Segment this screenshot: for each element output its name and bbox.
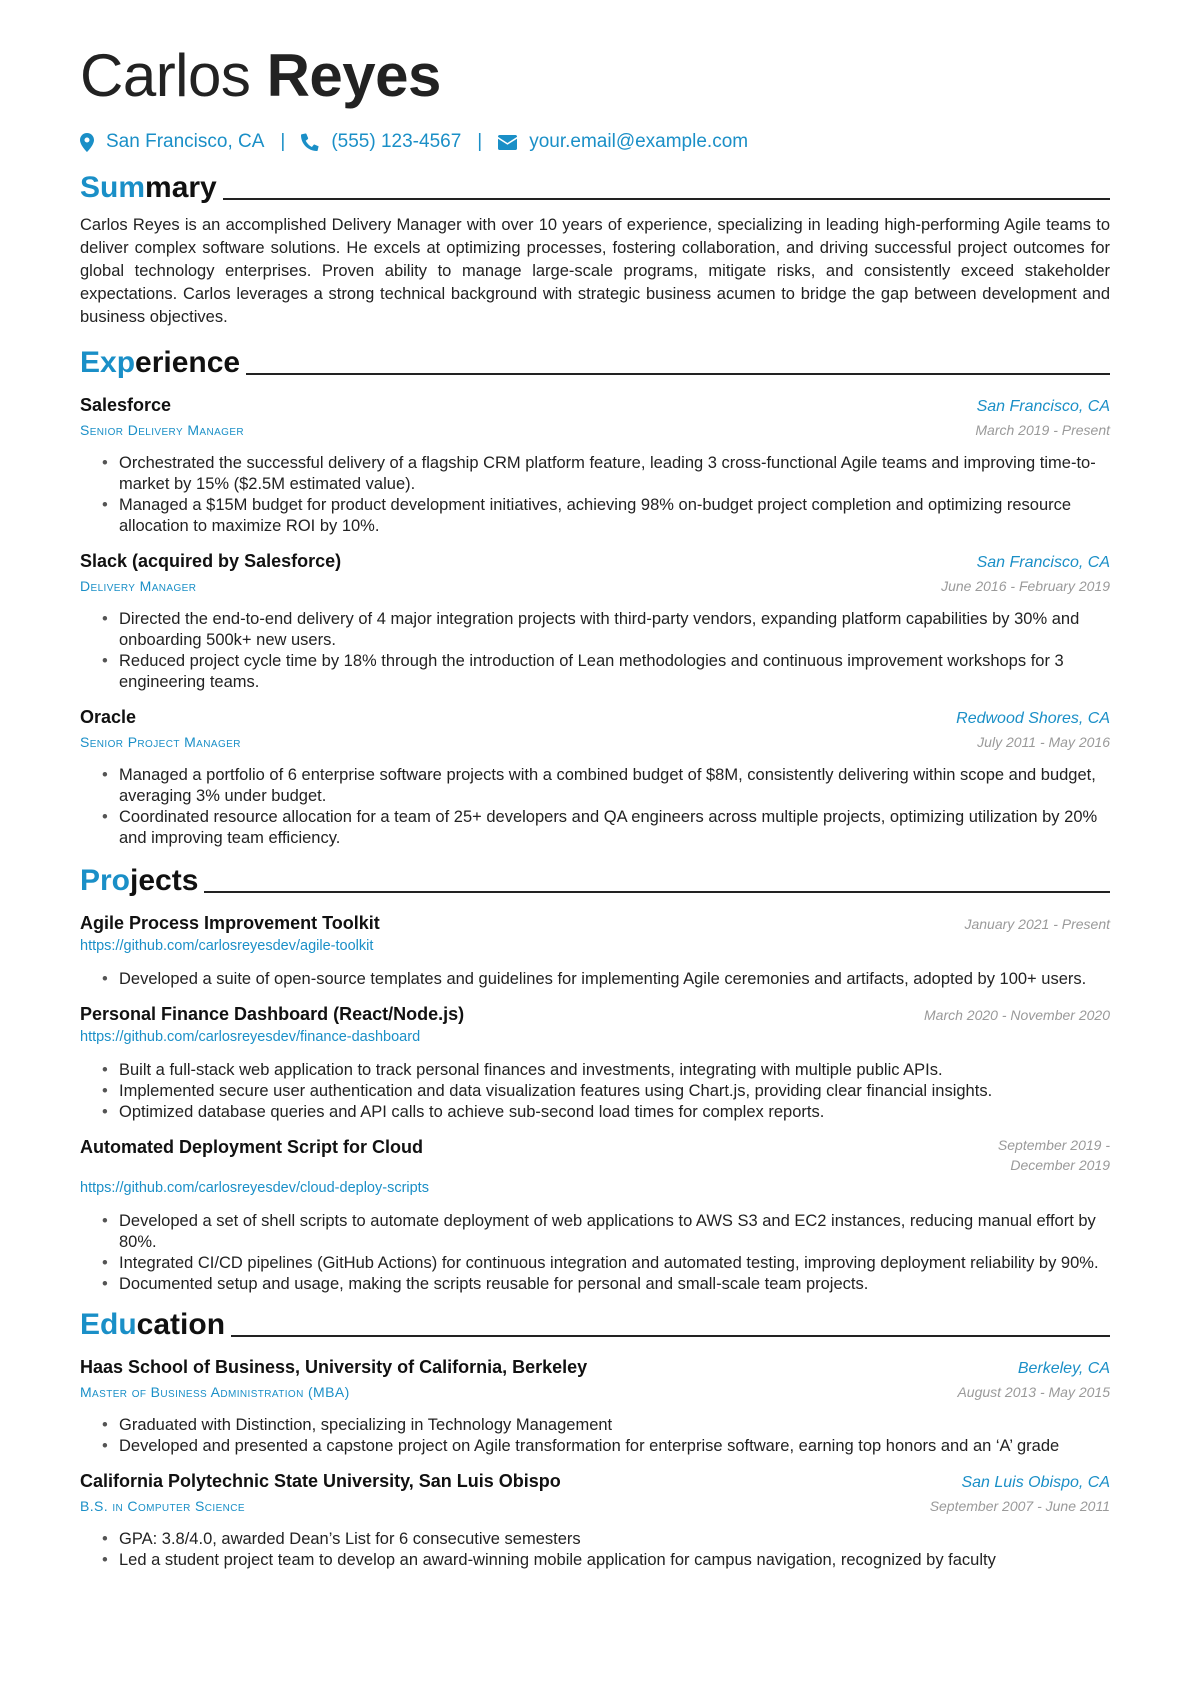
- job-entry: [80, 393, 1110, 537]
- projects-header: [80, 859, 1110, 899]
- project-name: Agile Process Improvement Toolkit: [80, 913, 380, 933]
- project-link[interactable]: https://github.com/carlosreyesdev/agile-toolkit: [80, 938, 374, 954]
- section-title: Summary: [80, 171, 217, 204]
- section-rule: [246, 373, 1110, 375]
- job-entry: [80, 705, 1110, 849]
- section-title: Education: [80, 1308, 226, 1341]
- project-bullets: [102, 1211, 1110, 1295]
- section-rule: [204, 891, 1110, 893]
- school-location: San Luis Obispo, CA: [961, 1474, 1110, 1491]
- section-rule: [231, 1335, 1110, 1337]
- project-bullets: [102, 1060, 1110, 1123]
- list-item: • Managed a portfolio of 6 enterprise software projects with a combined budget of $8M, consistently delivering within scope and budget, averaging 3% under budget.: [102, 765, 1110, 807]
- school-name: California Polytechnic State University, San Luis Obispo: [80, 1471, 561, 1491]
- education-entry: [80, 1355, 1110, 1457]
- project-entry: [80, 1002, 1110, 1123]
- job-location: San Francisco, CA: [976, 554, 1110, 571]
- map-pin-icon: [80, 133, 94, 152]
- job-location: San Francisco, CA: [976, 398, 1110, 415]
- phone-icon: [301, 133, 319, 151]
- list-item: • Orchestrated the successful delivery of a flagship CRM platform feature, leading 3 cross-functional Agile teams and improving time-to-market by 15% ($2.5M estimated value).: [102, 453, 1110, 495]
- location-text: San Francisco, CA: [106, 131, 265, 152]
- list-item: • Developed a set of shell scripts to automate deployment of web applications to AWS S3 and EC2 instances, reducing manual effort by 80%.: [102, 1211, 1110, 1253]
- contact-bar: [80, 128, 1110, 156]
- last-name: Reyes: [266, 42, 441, 109]
- job-dates: June 2016 - February 2019: [941, 578, 1110, 594]
- project-dates: March 2020 - November 2020: [924, 1007, 1110, 1023]
- name-heading: [80, 40, 1110, 112]
- summary-text: Carlos Reyes is an accomplished Delivery Manager with over 10 years of experience, specializing in leading high-performing Agile teams to deliver complex software solutions. He excels at optimizing processes, fostering collaboration, and driving successful project outcomes for global technology enterprises. Proven ability to manage large-scale programs, mitigate risks, and consistently exceed stakeholder expectations. Carlos leverages a strong technical background with strategic business acumen to bridge the gap between development and business objectives.: [80, 216, 1110, 326]
- phone-text: (555) 123-4567: [331, 131, 462, 152]
- section-title: Projects: [80, 864, 199, 897]
- job-dates: July 2011 - May 2016: [977, 734, 1110, 750]
- job-location: Redwood Shores, CA: [956, 710, 1110, 727]
- degree: B.S. in Computer Science: [80, 1498, 245, 1514]
- first-name: Carlos: [80, 42, 251, 109]
- list-item: • Documented setup and usage, making the scripts reusable for personal and small-scale team projects.: [102, 1274, 1110, 1295]
- company-name: Salesforce: [80, 395, 172, 415]
- project-link[interactable]: https://github.com/carlosreyesdev/finance-dashboard: [80, 1029, 421, 1045]
- summary-header: [80, 166, 1110, 206]
- job-bullets: [102, 765, 1110, 849]
- list-item: • Led a student project team to develop an award-winning mobile application for campus navigation, recognized by faculty: [102, 1550, 1110, 1571]
- school-name: Haas School of Business, University of California, Berkeley: [80, 1357, 588, 1377]
- project-dates: September 2019 - December 2019: [997, 1137, 1110, 1173]
- list-item: • Managed a $15M budget for product development initiatives, achieving 98% on-budget project completion and optimizing resource allocation to maximize ROI by 10%.: [102, 495, 1110, 537]
- job-bullets: [102, 609, 1110, 693]
- list-item: • Built a full-stack web application to track personal finances and investments, integrating with multiple public APIs.: [102, 1060, 1110, 1081]
- list-item: • GPA: 3.8/4.0, awarded Dean’s List for 6 consecutive semesters: [102, 1529, 1110, 1550]
- experience-header: [80, 341, 1110, 381]
- project-name: Automated Deployment Script for Cloud: [80, 1137, 424, 1157]
- degree: Master of Business Administration (MBA): [80, 1384, 350, 1400]
- section-title: Experience: [80, 346, 241, 379]
- email-text: your.email@example.com: [529, 131, 749, 152]
- education-bullets: [102, 1529, 1110, 1571]
- list-item: • Optimized database queries and API calls to achieve sub-second load times for complex reports.: [102, 1102, 1110, 1123]
- job-role: Senior Project Manager: [80, 734, 241, 750]
- job-role: Delivery Manager: [80, 578, 197, 594]
- contact-separator: |: [477, 131, 483, 152]
- project-link[interactable]: https://github.com/carlosreyesdev/cloud-deploy-scripts: [80, 1180, 429, 1196]
- company-name: Slack (acquired by Salesforce): [80, 551, 342, 571]
- list-item: • Graduated with Distinction, specializing in Technology Management: [102, 1415, 1110, 1436]
- list-item: • Directed the end-to-end delivery of 4 major integration projects with third-party vendors, expanding platform capabilities by 30% and onboarding 500k+ new users.: [102, 609, 1110, 651]
- education-entry: [80, 1469, 1110, 1571]
- project-name: Personal Finance Dashboard (React/Node.js): [80, 1004, 465, 1024]
- school-dates: August 2013 - May 2015: [957, 1384, 1110, 1400]
- contact-separator: |: [280, 131, 286, 152]
- contact-phone[interactable]: [301, 131, 461, 153]
- list-item: • Developed a suite of open-source templates and guidelines for implementing Agile ceremonies and artifacts, adopted by 100+ users.: [102, 969, 1110, 990]
- list-item: • Reduced project cycle time by 18% through the introduction of Lean methodologies and continuous improvement workshops for 3 engineering teams.: [102, 651, 1110, 693]
- list-item: • Integrated CI/CD pipelines (GitHub Actions) for continuous integration and automated testing, improving deployment reliability by 90%.: [102, 1253, 1110, 1274]
- job-dates: March 2019 - Present: [975, 422, 1110, 438]
- job-bullets: [102, 453, 1110, 537]
- job-entry: [80, 549, 1110, 693]
- job-role: Senior Delivery Manager: [80, 422, 245, 438]
- envelope-icon: [498, 135, 517, 150]
- school-dates: September 2007 - June 2011: [929, 1498, 1110, 1514]
- project-bullets: [102, 969, 1110, 990]
- contact-location: [80, 131, 264, 153]
- education-header: [80, 1303, 1110, 1343]
- contact-email[interactable]: [498, 131, 748, 153]
- school-location: Berkeley, CA: [1017, 1360, 1110, 1377]
- list-item: • Coordinated resource allocation for a team of 25+ developers and QA engineers across multiple projects, optimizing utilization by 20% and improving team efficiency.: [102, 807, 1110, 849]
- project-dates: January 2021 - Present: [964, 916, 1110, 932]
- project-entry: [80, 1135, 1110, 1295]
- education-bullets: [102, 1415, 1110, 1457]
- company-name: Oracle: [80, 707, 137, 727]
- list-item: • Implemented secure user authentication and data visualization features using Chart.js, providing clear financial insights.: [102, 1081, 1110, 1102]
- section-rule: [223, 198, 1110, 200]
- project-entry: [80, 911, 1110, 990]
- list-item: • Developed and presented a capstone project on Agile transformation for enterprise software, earning top honors and an ‘A’ grade: [102, 1436, 1110, 1457]
